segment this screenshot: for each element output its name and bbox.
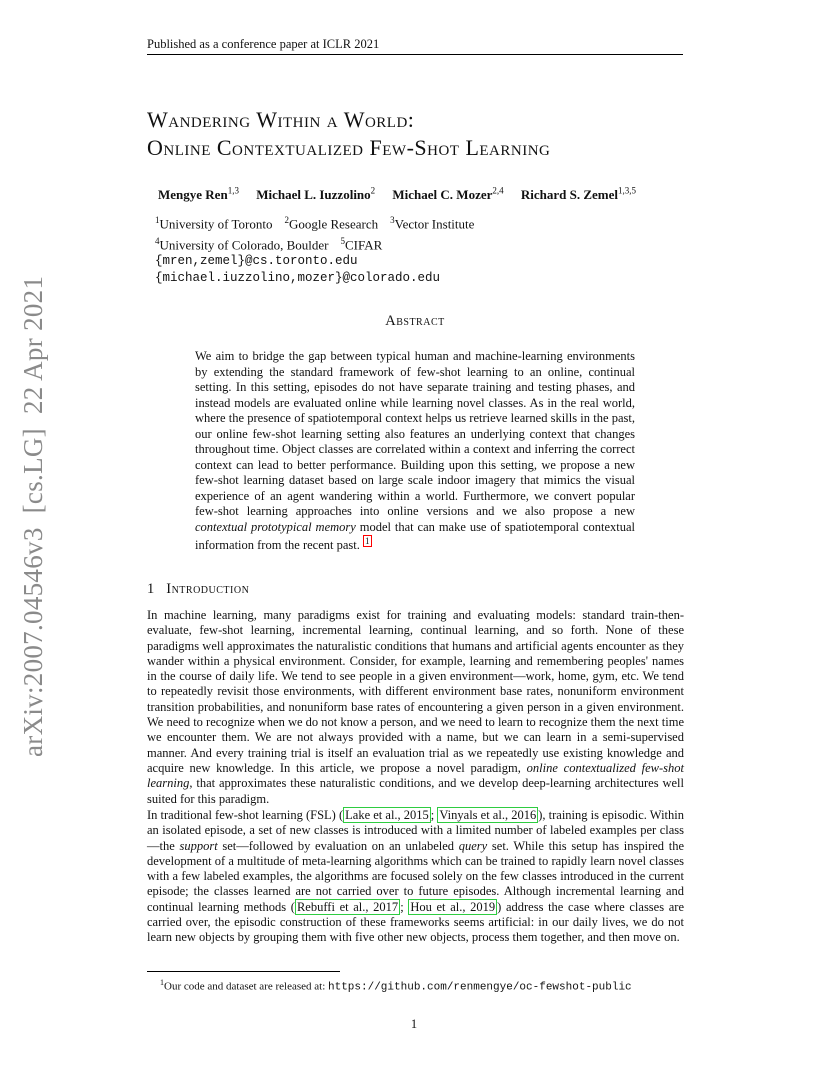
abstract-body: We aim to bridge the gap between typical human and machine-learning environments by extending the standard framework of few-shot learning to an online, continual setting. In this setting, episodes do not have separate training and testing phases, and instead models are evaluated online while learning novel classes. As in the real world, where the presence of spatiotemporal context helps us retrieve learned skills in the past, our online few-shot learning setting also features an underlying context that changes throughout time. Object classes are correlated within a context and inferring the correct context can lead to better performance. Building upon this setting, we propose a new few-shot learning dataset based on large scale indoor imagery that mimics the visual experience of an agent wandering within a world. Furthermore, we convert popular few-shot learning approaches into online versions and we also propose a new contextual prototypical memory model that can make use of spatiotemporal contextual information from the recent past. 1 — [195, 349, 636, 553]
author: Michael C. Mozer$^{2,4}$ — [392, 186, 504, 203]
author: Mengye Ren$^{1,3}$ — [158, 186, 239, 203]
author: Richard S. Zemel$^{1,3,5}$ — [520, 186, 637, 203]
arxiv-id: arXiv:2007.04546v3 — [18, 527, 48, 757]
author-list — [158, 182, 678, 204]
paper-title — [147, 106, 707, 162]
footnote-link[interactable]: 1 — [365, 536, 370, 546]
affiliation-line-2: $^4$University of Colorado, Boulder $^5$CIFAR — [155, 235, 383, 252]
footnote-url[interactable]: https://github.com/renmengye/oc-fewshot-public — [328, 981, 632, 994]
citation-link[interactable]: Rebuffi et al., 2017 — [296, 899, 399, 914]
footnote: $^1$Our code and dataset are released at: https://github.com/renmengye/oc-fewshot-public — [160, 978, 632, 994]
page-number: 1 — [410, 1017, 418, 1031]
arxiv-stamp — [18, 275, 49, 757]
intro-paragraph-1: In machine learning, many paradigms exist for training and evaluating models: standard train-then-evaluate, few-shot learning, incremental learning, continual learning, and so forth. None of these paradigms well approximates the naturalistic conditions that humans and artificial agents encounter as they wander within a physical environment. Consider, for example, learning and remembering peoples' names in the course of daily life. We tend to see people in a given environment—work, home, gym, etc. We tend to repeatedly revisit those environments, with different environment base rates, nonuniform environment transition probabilities, and nonuniform base rates of encountering a given person in a given environment. We need to recognize when we do not know a person, and we need to learn to recognize them the next time we encounter them. We are not always provided with a name, but we can learn in a semi-supervised manner. And every training trial is itself an evaluation trial as we repeatedly use existing knowledge and acquire new knowledge. In this article, we propose a novel paradigm, online contextualized few-shot learning, that approximates these naturalistic conditions, and we develop deep-learning architectures well suited for this paradigm. — [147, 608, 684, 806]
section-number: 1 — [147, 581, 155, 597]
abstract-heading: Abstract — [385, 313, 445, 329]
section-title: Introduction — [166, 581, 250, 597]
title-line-1: Wandering Within a World: — [147, 107, 415, 132]
section-heading — [147, 580, 683, 598]
email-line-2: {michael.iuzzolino,mozer}@colorado.edu — [155, 270, 441, 285]
citation-link[interactable]: Hou et al., 2019 — [410, 899, 496, 914]
arxiv-category: [cs.LG] — [18, 428, 48, 514]
citation-link[interactable]: Vinyals et al., 2016 — [439, 808, 537, 822]
title-line-2: Online Contextualized Few-Shot Learning — [147, 135, 551, 160]
affiliations — [155, 212, 635, 286]
running-header: Published as a conference paper at ICLR 2021 — [147, 36, 683, 55]
affiliation-line-1: $^1$University of Toronto $^2$Google Research $^3$Vector Institute — [155, 215, 475, 232]
footnote-rule — [147, 971, 340, 972]
citation-link[interactable]: Lake et al., 2015 — [345, 808, 429, 822]
author: Michael L. Iuzzolino$^2$ — [256, 186, 376, 203]
email-line-1: {mren,zemel}@cs.toronto.edu — [155, 254, 358, 269]
arxiv-date: 22 Apr 2021 — [18, 275, 48, 415]
intro-paragraph-2: In traditional few-shot learning (FSL) ( Lake et al., 2015 ; Vinyals et al., 2016 ), training is episodic. Within an isolated episode, a set of new classes is introduced with a limited number of labeled examples per class—the support set—followed by evaluation on an unlabeled query set. While this setup has inspired the development of a multitude of meta-learning algorithms which can be trained to rapidly learn novel classes with a few labeled examples, the algorithms are focused solely on the few classes introduced in the current episode; the classes learned are not carried over to future episodes. Although incremental learning and continual learning methods ( Rebuffi et al., 2017 ; Hou et al., 2019 ) address the case where classes are carried over, the episodic construction of these frameworks seems artificial: in our daily lives, we do not learn new objects by grouping them with five other new objects, process them together, and then move on. — [147, 808, 684, 945]
